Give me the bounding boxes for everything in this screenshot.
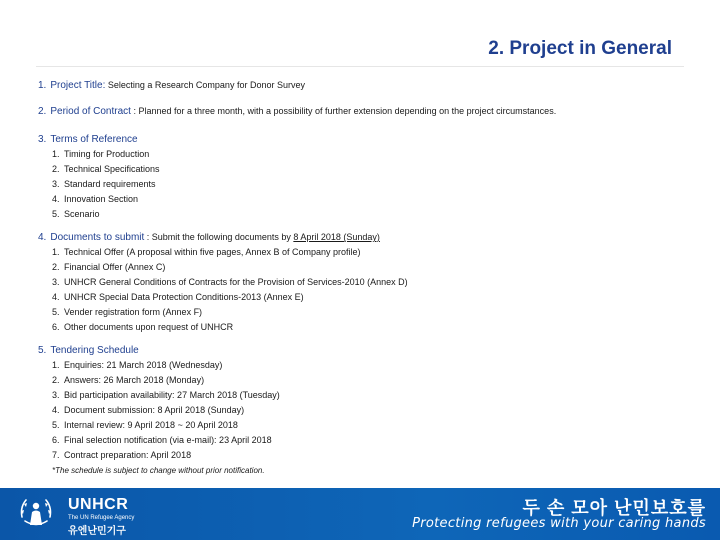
section-heading: Documents to submit bbox=[50, 232, 145, 243]
list-item: 2. Answers: 26 March 2018 (Monday) bbox=[52, 375, 205, 385]
list-item: 1. Technical Offer (A proposal within five pages, Annex B of Company profile) bbox=[52, 247, 361, 257]
list-item: 6. Final selection notification (via e-mail): 23 April 2018 bbox=[52, 435, 272, 445]
list-item: 2. Financial Offer (Annex C) bbox=[52, 262, 166, 272]
section-project-title bbox=[38, 78, 698, 93]
list-item: 4. Innovation Section bbox=[52, 194, 139, 204]
section-tendering-schedule bbox=[38, 343, 698, 478]
document-body bbox=[38, 78, 698, 478]
logo-korean-name: 유엔난민기구 bbox=[68, 526, 126, 537]
list-item: 4. UNHCR Special Data Protection Conditions-2013 (Annex E) bbox=[52, 292, 304, 302]
list-item: 1. Enquiries: 21 March 2018 (Wednesday) bbox=[52, 360, 223, 370]
section-terms-of-reference bbox=[38, 132, 698, 222]
list-item: 1. Timing for Production bbox=[52, 149, 150, 159]
section-period-of-contract bbox=[38, 104, 698, 119]
unhcr-logo-icon bbox=[16, 495, 56, 533]
logo-tagline: The UN Refugee Agency bbox=[68, 515, 135, 521]
section-number: 1. bbox=[38, 80, 47, 91]
documents-list bbox=[38, 245, 698, 335]
list-item: 7. Contract preparation: April 2018 bbox=[52, 450, 192, 460]
section-number: 5. bbox=[38, 345, 47, 356]
section-text: Selecting a Research Company for Donor Survey bbox=[105, 80, 305, 90]
list-item: 6. Other documents upon request of UNHCR bbox=[52, 322, 234, 332]
list-item: 2. Technical Specifications bbox=[52, 164, 160, 174]
logo-wordmark: UNHCR bbox=[68, 496, 129, 513]
section-heading: Period of Contract bbox=[50, 106, 131, 117]
section-text: : Planned for a three month, with a possibility of further extension depending on the project circumstances. bbox=[130, 106, 557, 116]
list-item: 3. Standard requirements bbox=[52, 179, 156, 189]
list-item: 4. Document submission: 8 April 2018 (Sunday) bbox=[52, 405, 245, 415]
footer-banner bbox=[0, 488, 720, 540]
section-documents-to-submit bbox=[38, 230, 698, 335]
list-item: 5. Scenario bbox=[52, 209, 100, 219]
section-number: 2. bbox=[38, 106, 47, 117]
section-heading: Tendering Schedule bbox=[50, 345, 139, 356]
schedule-list bbox=[38, 358, 698, 463]
section-number: 4. bbox=[38, 232, 47, 243]
list-item: 3. UNHCR General Conditions of Contracts for the Provision of Services-2010 (Annex D) bbox=[52, 277, 408, 287]
page-title: 2. Project in General bbox=[488, 38, 672, 59]
section-number: 3. bbox=[38, 134, 47, 145]
submission-deadline: 8 April 2018 (Sunday) bbox=[293, 232, 380, 242]
slogan-english: Protecting refugees with your caring hands bbox=[412, 516, 706, 531]
section-text: : Submit the following documents by bbox=[144, 232, 294, 242]
schedule-note: *The schedule is subject to change without prior notification. bbox=[52, 466, 265, 475]
list-item: 5. Internal review: 9 April 2018 ~ 20 April 2018 bbox=[52, 420, 238, 430]
title-divider bbox=[36, 66, 684, 67]
slogan-korean: 두 손 모아 난민보호를 bbox=[522, 498, 706, 518]
list-item: 5. Vender registration form (Annex F) bbox=[52, 307, 203, 317]
section-heading: Terms of Reference bbox=[50, 134, 138, 145]
list-item: 3. Bid participation availability: 27 March 2018 (Tuesday) bbox=[52, 390, 280, 400]
terms-list bbox=[38, 147, 698, 222]
section-heading: Project Title: bbox=[50, 80, 106, 91]
